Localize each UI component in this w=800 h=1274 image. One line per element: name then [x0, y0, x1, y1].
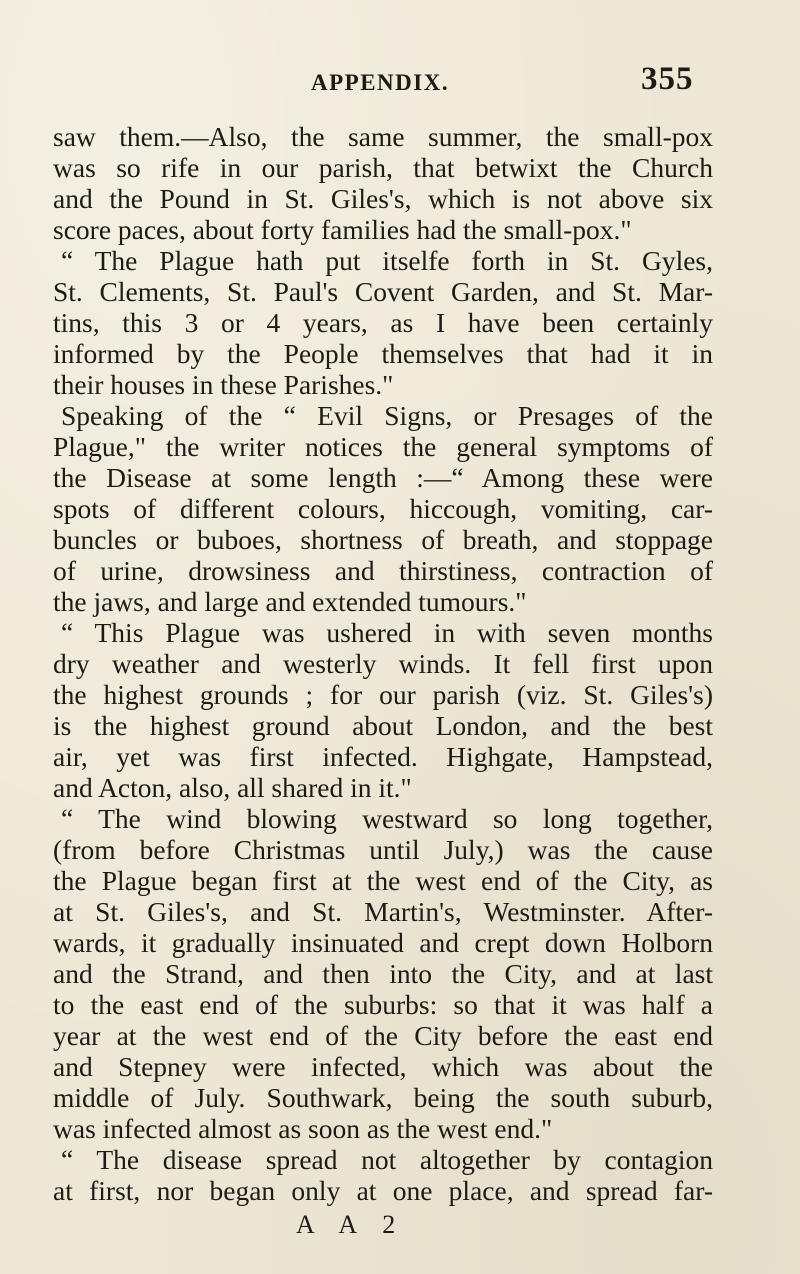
text-line: “ The Plague hath put itselfe forth in St. Gyles,: [61, 245, 713, 276]
text-line: was so rife in our parish, that betwixt the Church: [53, 152, 713, 183]
text-line: and Stepney were infected, which was about the: [53, 1051, 713, 1082]
text-line: Speaking of the “ Evil Signs, or Presages of the: [61, 400, 713, 431]
text-line: the jaws, and large and extended tumours.": [53, 586, 527, 617]
text-line: Plague," the writer notices the general symptoms of: [53, 431, 713, 462]
text-line: the Plague began first at the west end of the City, as: [53, 865, 713, 896]
text-line: saw them.—Also, the same summer, the small-pox: [53, 121, 713, 152]
text-line: was infected almost as soon as the west end.": [53, 1113, 553, 1144]
text-line: (from before Christmas until July,) was the cause: [53, 834, 713, 865]
text-line: wards, it gradually insinuated and crept down Holborn: [53, 927, 713, 958]
text-line: of urine, drowsiness and thirstiness, contraction of: [53, 555, 713, 586]
text-line: the highest grounds ; for our parish (viz. St. Giles's): [53, 679, 713, 710]
text-line: St. Clements, St. Paul's Covent Garden, and St. Mar-: [53, 276, 713, 307]
text-line: middle of July. Southwark, being the south suburb,: [53, 1082, 713, 1113]
text-line: buncles or buboes, shortness of breath, and stoppage: [53, 524, 713, 555]
text-line: and the Pound in St. Giles's, which is not above six: [53, 183, 713, 214]
page-header: [0, 61, 800, 110]
text-line: score paces, about forty families had the small-pox.": [53, 214, 632, 245]
text-line: is the highest ground about London, and the best: [53, 710, 713, 741]
signature-mark: A A 2: [296, 1210, 406, 1239]
text-line: to the east end of the suburbs: so that it was half a: [53, 989, 713, 1020]
text-line: and Acton, also, all shared in it.": [53, 772, 412, 803]
text-line: tins, this 3 or 4 years, as I have been certainly: [53, 307, 713, 338]
text-line: spots of different colours, hiccough, vomiting, car-: [53, 493, 713, 524]
text-line: “ This Plague was ushered in with seven months: [61, 617, 713, 648]
text-line: at first, nor began only at one place, and spread far-: [53, 1175, 713, 1206]
text-line: at St. Giles's, and St. Martin's, Westminster. After-: [53, 896, 713, 927]
body-text: [53, 121, 713, 1206]
text-line: “ The disease spread not altogether by contagion: [61, 1144, 713, 1175]
page-number: 355: [641, 61, 694, 97]
running-head: APPENDIX.: [311, 70, 450, 95]
text-line: “ The wind blowing westward so long together,: [61, 803, 713, 834]
text-line: and the Strand, and then into the City, and at last: [53, 958, 713, 989]
text-line: the Disease at some length :—“ Among these were: [53, 462, 713, 493]
text-line: dry weather and westerly winds. It fell first upon: [53, 648, 713, 679]
text-line: informed by the People themselves that had it in: [53, 338, 713, 369]
text-line: air, yet was first infected. Highgate, Hampstead,: [53, 741, 713, 772]
text-line: year at the west end of the City before the east end: [53, 1020, 713, 1051]
text-line: their houses in these Parishes.": [53, 369, 394, 400]
